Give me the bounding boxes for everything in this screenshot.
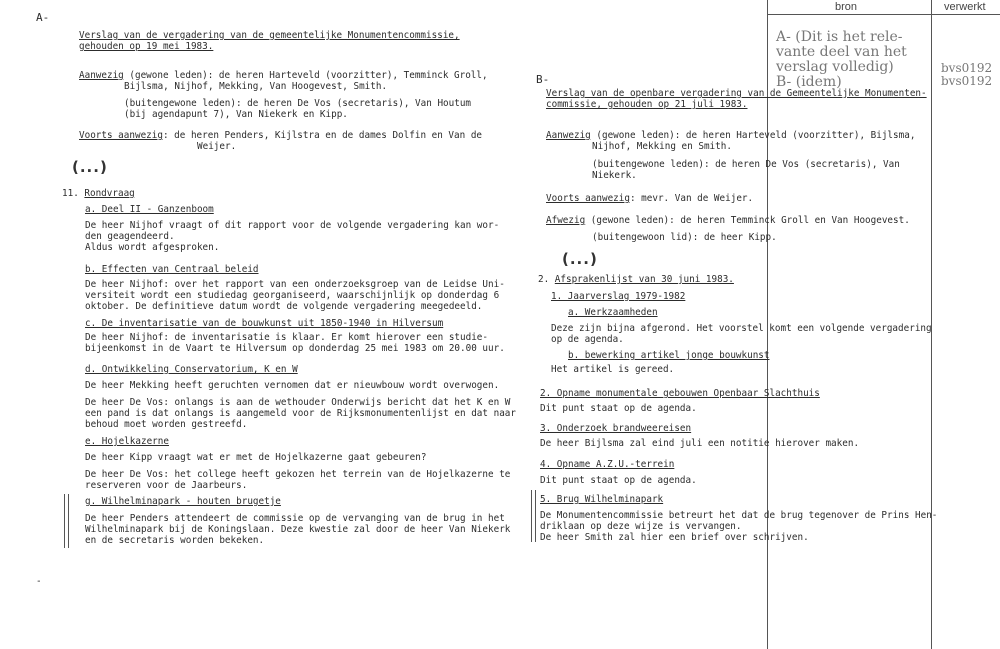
doc-a-item-line: versiteit wordt een studiedag georganiseerd, waarschijnlijk op donderdag 6 bbox=[85, 290, 500, 301]
section-title: Rondvraag bbox=[84, 188, 135, 199]
doc-b-item-line: Het artikel is gereed. bbox=[551, 364, 675, 375]
doc-a-title: gehouden op 19 mei 1983. bbox=[79, 41, 214, 52]
doc-b-aanwezig-cont: Nijhof, Mekking en Smith. bbox=[592, 141, 732, 152]
doc-a-buitengewone: (buitengewone leden): de heren De Vos (secretaris), Van Houtum bbox=[124, 98, 472, 109]
aanwezig-label: Aanwezig bbox=[79, 70, 124, 81]
doc-b-label: B- bbox=[536, 73, 550, 86]
doc-a-item-head: d. Ontwikkeling Conservatorium, K en W bbox=[85, 364, 298, 375]
doc-a-item-line: Aldus wordt afgesproken. bbox=[85, 242, 220, 253]
doc-b-ellipsis: (...) bbox=[562, 250, 598, 268]
doc-a-item-line: bijeenkomst in de Vaart te Hilversum op donderdag 25 mei 1983 om 20.00 uur. bbox=[85, 343, 505, 354]
doc-b-item-line: De Monumentencommissie betreurt het dat de brug tegenover de Prins Hen- bbox=[540, 510, 938, 521]
bron-note-line: A- (Dit is het rele- bbox=[776, 29, 903, 45]
doc-a-item-line: Wilhelminapark bij de Koningslaan. Deze kwestie zal door de heer Van Niekerk bbox=[85, 524, 511, 535]
afwezig-label: Afwezig bbox=[546, 215, 586, 226]
doc-b-afwezig bbox=[546, 215, 910, 226]
doc-a-item-line: De heer Penders attendeert de commissie op de vervanging van de brug in het bbox=[85, 513, 505, 524]
doc-a-title: Verslag van de vergadering van de gemeentelijke Monumentencommissie, bbox=[79, 30, 460, 41]
doc-b-item-line: Dit punt staat op de agenda. bbox=[540, 403, 697, 414]
margin-bar bbox=[531, 490, 536, 542]
header-rule bbox=[767, 14, 1000, 15]
bron-note-line: vante deel van het bbox=[776, 44, 907, 60]
doc-b-item-head: 2. Opname monumentale gebouwen Openbaar Slachthuis bbox=[540, 388, 820, 399]
doc-b-item-line: driklaan op deze wijze is vervangen. bbox=[540, 521, 742, 532]
voorts-label: Voorts aanwezig bbox=[546, 193, 630, 204]
section-number: 2. bbox=[538, 274, 555, 285]
aanwezig-text: (gewone leden): de heren Harteveld (voorzitter), Bijlsma, bbox=[590, 130, 916, 141]
doc-a-item-line: De heer Kipp vraagt wat er met de Hojelkazerne gaat gebeuren? bbox=[85, 452, 427, 463]
doc-b-item-head: a. Werkzaamheden bbox=[568, 307, 658, 318]
aanwezig-text: (gewone leden): de heren Harteveld (voorzitter), Temminck Groll, bbox=[123, 70, 488, 81]
doc-a-item-line: en de secretaris worden bekeken. bbox=[85, 535, 265, 546]
doc-b-item-head: b. bewerking artikel jonge bouwkunst bbox=[568, 350, 770, 361]
doc-b-buitengewone: (buitengewone leden): de heren De Vos (secretaris), Van bbox=[592, 159, 900, 170]
section-title: Afsprakenlijst van 30 juni 1983. bbox=[554, 274, 734, 285]
doc-a-item-head: g. Wilhelminapark - houten brugetje bbox=[85, 496, 281, 507]
verwerkt-code: bvs0192 bbox=[941, 61, 993, 75]
doc-b-aanwezig bbox=[546, 130, 915, 141]
doc-b-item-line: De heer Smith zal hier een brief over schrijven. bbox=[540, 532, 809, 543]
margin-bar bbox=[64, 494, 69, 548]
margin-mark: - bbox=[36, 576, 42, 587]
doc-a-item-head: c. De inventarisatie van de bouwkunst uit 1850-1940 in Hilversum bbox=[85, 318, 444, 329]
doc-a-item-line: De heer Mekking heeft geruchten vernomen dat er nieuwbouw wordt overwogen. bbox=[85, 380, 500, 391]
doc-a-item-line: den geagendeerd. bbox=[85, 231, 175, 242]
doc-a-item-line: oktober. De definitieve datum wordt de volgende vergadering meegedeeld. bbox=[85, 301, 483, 312]
doc-a-item-head: e. Hojelkazerne bbox=[85, 436, 169, 447]
doc-b-title: Verslag van de openbare vergadering van de Gemeentelijke Monumenten- bbox=[546, 88, 927, 99]
doc-a-aanwezig bbox=[79, 70, 488, 81]
doc-b-item-head: 3. Onderzoek brandweereisen bbox=[540, 423, 692, 434]
verwerkt-header: verwerkt bbox=[944, 1, 986, 13]
doc-b-item-line: op de agenda. bbox=[551, 334, 624, 345]
voorts-text: : de heren Penders, Kijlstra en de dames Dolfin en Van de bbox=[162, 130, 483, 141]
doc-a-buitengewone: (bij agendapunt 7), Van Niekerk en Kipp. bbox=[124, 109, 348, 120]
doc-a-voorts-cont: Weijer. bbox=[197, 141, 237, 152]
doc-a-item-line: reserveren voor de Jaarbeurs. bbox=[85, 480, 248, 491]
doc-b-item-head: 4. Opname A.Z.U.-terrein bbox=[540, 459, 675, 470]
bron-note-line: verslag volledig) bbox=[776, 59, 894, 75]
doc-a-item-line: De heer Nijhof vraagt of dit rapport voor de volgende vergadering kan wor- bbox=[85, 220, 500, 231]
doc-a-item-head: b. Effecten van Centraal beleid bbox=[85, 264, 259, 275]
doc-b-item-line: De heer Bijlsma zal eind juli een notitie hierover maken. bbox=[540, 438, 860, 449]
bron-header: bron bbox=[835, 1, 858, 13]
doc-a-ellipsis: (...) bbox=[72, 158, 108, 176]
verwerkt-code: bvs0192 bbox=[941, 74, 993, 88]
doc-b-buitengewone: Niekerk. bbox=[592, 170, 637, 181]
afwezig-text: (gewone leden): de heren Temminck Groll en Van Hoogevest. bbox=[585, 215, 910, 226]
doc-b-item-line: Deze zijn bijna afgerond. Het voorstel komt een volgende vergadering bbox=[551, 323, 932, 334]
doc-b-title: commissie, gehouden op 21 juli 1983. bbox=[546, 99, 748, 110]
doc-b-afwezig-buitengewoon: (buitengewoon lid): de heer Kipp. bbox=[592, 232, 777, 243]
doc-a-item-line: een pand is dat onlangs is aangemeld voor de Rijksmonumentenlijst en dat naar bbox=[85, 408, 516, 419]
voorts-text: : mevr. Van de Weijer. bbox=[629, 193, 754, 204]
aanwezig-label: Aanwezig bbox=[546, 130, 591, 141]
doc-a-item-line: De heer De Vos: onlangs is aan de wethouder Onderwijs bericht dat het K en W bbox=[85, 397, 511, 408]
doc-a-item-line: De heer Nijhof: de inventarisatie is klaar. Er komt hierover een studie- bbox=[85, 332, 488, 343]
doc-a-item-line: De heer Nijhof: over het rapport van een onderzoeksgroep van de Leidse Uni- bbox=[85, 279, 505, 290]
doc-b-item-head: 5. Brug Wilhelminapark bbox=[540, 494, 664, 505]
doc-a-label: A- bbox=[36, 11, 50, 24]
section-number: 11. bbox=[62, 188, 85, 199]
doc-a-item-line: De heer De Vos: het college heeft gekozen het terrein van de Hojelkazerne te bbox=[85, 469, 511, 480]
doc-b-section bbox=[538, 274, 734, 285]
doc-a-aanwezig-cont: Bijlsma, Nijhof, Mekking, Van Hoogevest, Smith. bbox=[124, 81, 388, 92]
bron-note-line: B- (idem) bbox=[776, 74, 842, 90]
doc-b-item-head: 1. Jaarverslag 1979-1982 bbox=[551, 291, 686, 302]
doc-a-section bbox=[62, 188, 135, 199]
doc-b-voorts bbox=[546, 193, 753, 204]
doc-a-voorts bbox=[79, 130, 482, 141]
doc-a-item-line: behoud moet worden gestreefd. bbox=[85, 419, 248, 430]
voorts-label: Voorts aanwezig bbox=[79, 130, 163, 141]
doc-b-item-line: Dit punt staat op de agenda. bbox=[540, 475, 697, 486]
doc-a-item-head: a. Deel II - Ganzenboom bbox=[85, 204, 214, 215]
